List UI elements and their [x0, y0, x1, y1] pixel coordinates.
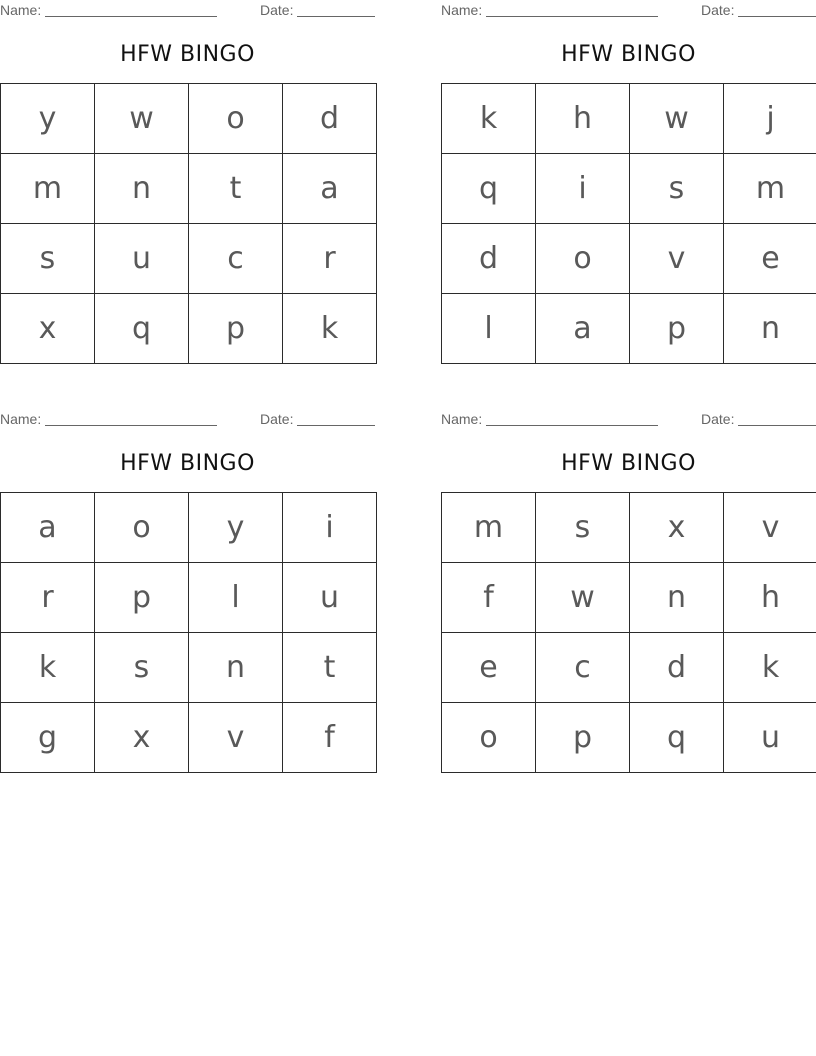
name-date-header — [0, 0, 375, 20]
grid-cell: n — [724, 294, 816, 364]
grid-cell: x — [95, 703, 189, 773]
grid-row — [442, 154, 816, 224]
grid-cell: t — [283, 633, 377, 703]
grid-cell: k — [442, 84, 536, 154]
grid-cell: g — [1, 703, 95, 773]
grid-row — [1, 154, 377, 224]
grid-cell: i — [283, 493, 377, 563]
grid-cell: n — [630, 563, 724, 633]
grid-cell: p — [536, 703, 630, 773]
grid-row — [1, 224, 377, 294]
bingo-grid — [441, 492, 816, 773]
name-blank-line — [45, 16, 217, 17]
grid-cell: e — [442, 633, 536, 703]
bingo-card — [0, 409, 375, 755]
grid-cell: s — [630, 154, 724, 224]
date-blank-line — [297, 425, 375, 426]
name-label: Name: — [0, 411, 42, 427]
grid-cell: v — [189, 703, 283, 773]
name-date-header — [441, 0, 816, 20]
date-label: Date: — [260, 2, 294, 18]
date-label: Date: — [260, 411, 294, 427]
bingo-card — [0, 0, 375, 346]
grid-cell: w — [630, 84, 724, 154]
name-label: Name: — [0, 2, 42, 18]
grid-cell: s — [536, 493, 630, 563]
grid-cell: n — [95, 154, 189, 224]
bingo-card — [441, 0, 816, 346]
grid-row — [442, 294, 816, 364]
grid-cell: o — [95, 493, 189, 563]
grid-row — [442, 224, 816, 294]
grid-cell: o — [189, 84, 283, 154]
grid-cell: h — [724, 563, 816, 633]
grid-row — [1, 703, 377, 773]
grid-row — [1, 294, 377, 364]
grid-cell: p — [189, 294, 283, 364]
grid-cell: u — [724, 703, 816, 773]
grid-cell: q — [630, 703, 724, 773]
grid-cell: k — [1, 633, 95, 703]
grid-cell: y — [1, 84, 95, 154]
grid-row — [1, 563, 377, 633]
grid-cell: x — [630, 493, 724, 563]
card-title: HFW BINGO — [561, 42, 696, 67]
grid-cell: o — [442, 703, 536, 773]
grid-cell: r — [283, 224, 377, 294]
grid-cell: u — [283, 563, 377, 633]
card-title: HFW BINGO — [561, 451, 696, 476]
grid-cell: r — [1, 563, 95, 633]
grid-row — [442, 633, 816, 703]
grid-cell: a — [536, 294, 630, 364]
grid-cell: p — [95, 563, 189, 633]
name-blank-line — [486, 425, 658, 426]
grid-cell: v — [724, 493, 816, 563]
grid-cell: w — [95, 84, 189, 154]
grid-cell: q — [95, 294, 189, 364]
grid-cell: j — [724, 84, 816, 154]
grid-row — [1, 493, 377, 563]
grid-cell: p — [630, 294, 724, 364]
name-date-header — [0, 409, 375, 429]
grid-row — [1, 84, 377, 154]
grid-cell: t — [189, 154, 283, 224]
grid-cell: a — [1, 493, 95, 563]
grid-cell: k — [724, 633, 816, 703]
date-blank-line — [738, 425, 816, 426]
grid-row — [1, 633, 377, 703]
grid-cell: x — [1, 294, 95, 364]
grid-cell: d — [283, 84, 377, 154]
grid-cell: m — [724, 154, 816, 224]
grid-cell: f — [442, 563, 536, 633]
grid-cell: l — [189, 563, 283, 633]
grid-cell: a — [283, 154, 377, 224]
card-title: HFW BINGO — [120, 42, 255, 67]
name-label: Name: — [441, 2, 483, 18]
name-label: Name: — [441, 411, 483, 427]
grid-cell: m — [442, 493, 536, 563]
grid-cell: d — [630, 633, 724, 703]
grid-row — [442, 84, 816, 154]
grid-cell: i — [536, 154, 630, 224]
grid-cell: v — [630, 224, 724, 294]
grid-cell: q — [442, 154, 536, 224]
bingo-grid — [0, 492, 377, 773]
grid-cell: s — [1, 224, 95, 294]
grid-cell: o — [536, 224, 630, 294]
grid-cell: s — [95, 633, 189, 703]
grid-cell: d — [442, 224, 536, 294]
date-label: Date: — [701, 411, 735, 427]
bingo-grid — [0, 83, 377, 364]
date-blank-line — [738, 16, 816, 17]
grid-cell: e — [724, 224, 816, 294]
date-label: Date: — [701, 2, 735, 18]
card-title: HFW BINGO — [120, 451, 255, 476]
grid-cell: c — [189, 224, 283, 294]
grid-cell: w — [536, 563, 630, 633]
grid-cell: h — [536, 84, 630, 154]
grid-row — [442, 563, 816, 633]
grid-row — [442, 703, 816, 773]
name-blank-line — [45, 425, 217, 426]
bingo-card — [441, 409, 816, 755]
grid-cell: m — [1, 154, 95, 224]
grid-cell: c — [536, 633, 630, 703]
grid-cell: f — [283, 703, 377, 773]
name-blank-line — [486, 16, 658, 17]
grid-cell: y — [189, 493, 283, 563]
grid-row — [442, 493, 816, 563]
name-date-header — [441, 409, 816, 429]
bingo-grid — [441, 83, 816, 364]
grid-cell: u — [95, 224, 189, 294]
grid-cell: l — [442, 294, 536, 364]
grid-cell: n — [189, 633, 283, 703]
grid-cell: k — [283, 294, 377, 364]
date-blank-line — [297, 16, 375, 17]
